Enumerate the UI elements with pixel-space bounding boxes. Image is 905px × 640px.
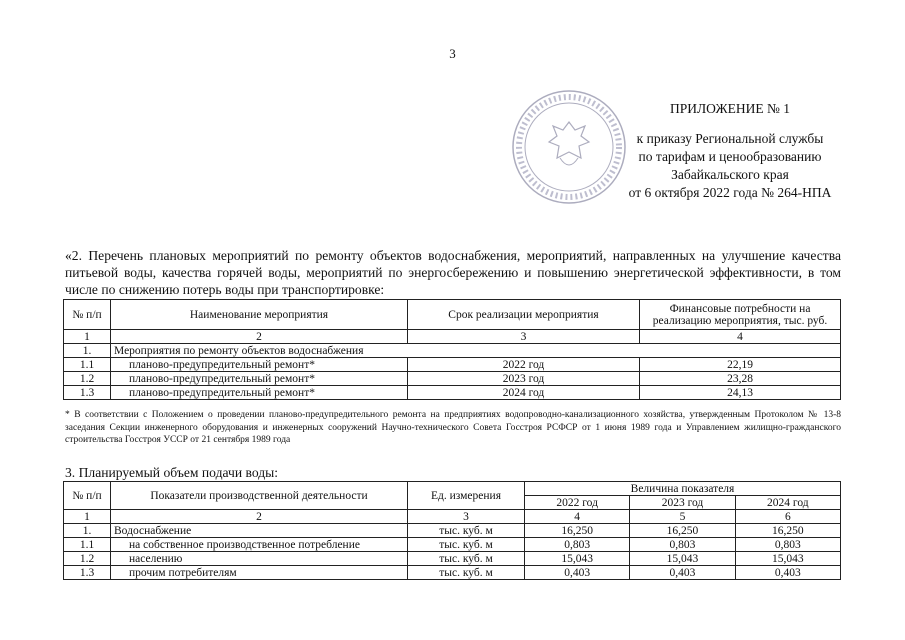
row-number: 1.1	[64, 358, 111, 372]
year-header: 2022 год	[525, 496, 630, 510]
unit: тыс. куб. м	[408, 524, 525, 538]
footnote: * В соответствии с Положением о проведении планово-предупредительного ремонта на предприятиях водопроводно-канализационного хозяйства, утвержденным Протоколом № 13-8 заседания Секции инженерного оборудования и инженерных сооружений Научно-технического Совета Госстроя РСФСР от 1 июня 1989 года и Управлением жилищно-гражданского строительства Госстроя УССР от 21 сентября 1989 года	[65, 410, 841, 445]
measure-name: планово-предупредительный ремонт*	[111, 386, 408, 400]
section2-text: «2. Перечень плановых мероприятий по ремонту объектов водоснабжения, мероприятий, направленных на улучшение качества питьевой воды, качества горячей воды, мероприятий по энергосбережению и повышению энергетической эффективности, в том числе по снижению потерь воды при транспортировке:	[65, 248, 841, 297]
table-row	[64, 552, 841, 566]
header-cell: Финансовые потребности на реализацию мероприятия, тыс. руб.	[640, 300, 841, 330]
measure-term: 2022 год	[408, 358, 640, 372]
year-header: 2023 год	[630, 496, 735, 510]
header-cell: Наименование мероприятия	[111, 300, 408, 330]
header-cell: Показатели производственной деятельности	[111, 482, 408, 510]
measure-term: 2023 год	[408, 372, 640, 386]
value-2023: 0,803	[630, 538, 735, 552]
year-header: 2024 год	[735, 496, 840, 510]
value-2022: 15,043	[525, 552, 630, 566]
measure-cost: 23,28	[640, 372, 841, 386]
row-number: 1.3	[64, 386, 111, 400]
column-number: 4	[525, 510, 630, 524]
table-row	[64, 386, 841, 400]
row-number: 1.2	[64, 552, 111, 566]
appendix-line: по тарифам и ценообразованию	[638, 149, 822, 164]
value-2022: 0,403	[525, 566, 630, 580]
group-name: Мероприятия по ремонту объектов водоснабжения	[111, 344, 841, 358]
indicator-name: Водоснабжение	[111, 524, 408, 538]
column-number: 4	[640, 330, 841, 344]
indicator-name: прочим потребителям	[111, 566, 408, 580]
measure-name: планово-предупредительный ремонт*	[111, 372, 408, 386]
column-number: 2	[111, 330, 408, 344]
unit: тыс. куб. м	[408, 552, 525, 566]
page-number: 3	[449, 46, 456, 61]
value-2023: 15,043	[630, 552, 735, 566]
value-2022: 0,803	[525, 538, 630, 552]
column-number: 1	[64, 510, 111, 524]
column-number: 2	[111, 510, 408, 524]
row-number: 1.2	[64, 372, 111, 386]
section3-title: 3. Планируемый объем подачи воды:	[65, 465, 279, 480]
table-header-row	[64, 300, 841, 330]
appendix-line: Забайкальского края	[671, 167, 789, 182]
column-number-row	[64, 330, 841, 344]
header-cell: № п/п	[64, 482, 111, 510]
unit: тыс. куб. м	[408, 538, 525, 552]
row-number: 1.3	[64, 566, 111, 580]
unit: тыс. куб. м	[408, 566, 525, 580]
table-row	[64, 566, 841, 580]
table-row	[64, 358, 841, 372]
value-2023: 16,250	[630, 524, 735, 538]
row-number: 1.	[64, 344, 111, 358]
indicator-name: на собственное производственное потребление	[111, 538, 408, 552]
column-number: 1	[64, 330, 111, 344]
appendix-line: от 6 октября 2022 года № 264-НПА	[628, 185, 832, 200]
header-cell: № п/п	[64, 300, 111, 330]
water-supply-table	[63, 481, 841, 580]
header-cell: Величина показателя	[525, 482, 841, 496]
appendix-header	[600, 100, 860, 202]
appendix-line: к приказу Региональной службы	[636, 131, 824, 146]
measure-term: 2024 год	[408, 386, 640, 400]
appendix-title: ПРИЛОЖЕНИЕ № 1	[669, 101, 791, 116]
column-number-row	[64, 510, 841, 524]
row-number: 1.	[64, 524, 111, 538]
column-number: 6	[735, 510, 840, 524]
table-row	[64, 372, 841, 386]
indicator-name: населению	[111, 552, 408, 566]
value-2024: 15,043	[735, 552, 840, 566]
measure-name: планово-предупредительный ремонт*	[111, 358, 408, 372]
header-cell: Срок реализации мероприятия	[408, 300, 640, 330]
measure-cost: 24,13	[640, 386, 841, 400]
table-row	[64, 524, 841, 538]
header-cell: Ед. измерения	[408, 482, 525, 510]
measure-cost: 22,19	[640, 358, 841, 372]
column-number: 3	[408, 330, 640, 344]
value-2024: 0,403	[735, 566, 840, 580]
value-2022: 16,250	[525, 524, 630, 538]
column-number: 5	[630, 510, 735, 524]
value-2024: 16,250	[735, 524, 840, 538]
value-2023: 0,403	[630, 566, 735, 580]
table-row	[64, 538, 841, 552]
row-number: 1.1	[64, 538, 111, 552]
value-2024: 0,803	[735, 538, 840, 552]
table-header-row	[64, 482, 841, 496]
table-row	[64, 344, 841, 358]
repair-measures-table	[63, 299, 841, 400]
column-number: 3	[408, 510, 525, 524]
